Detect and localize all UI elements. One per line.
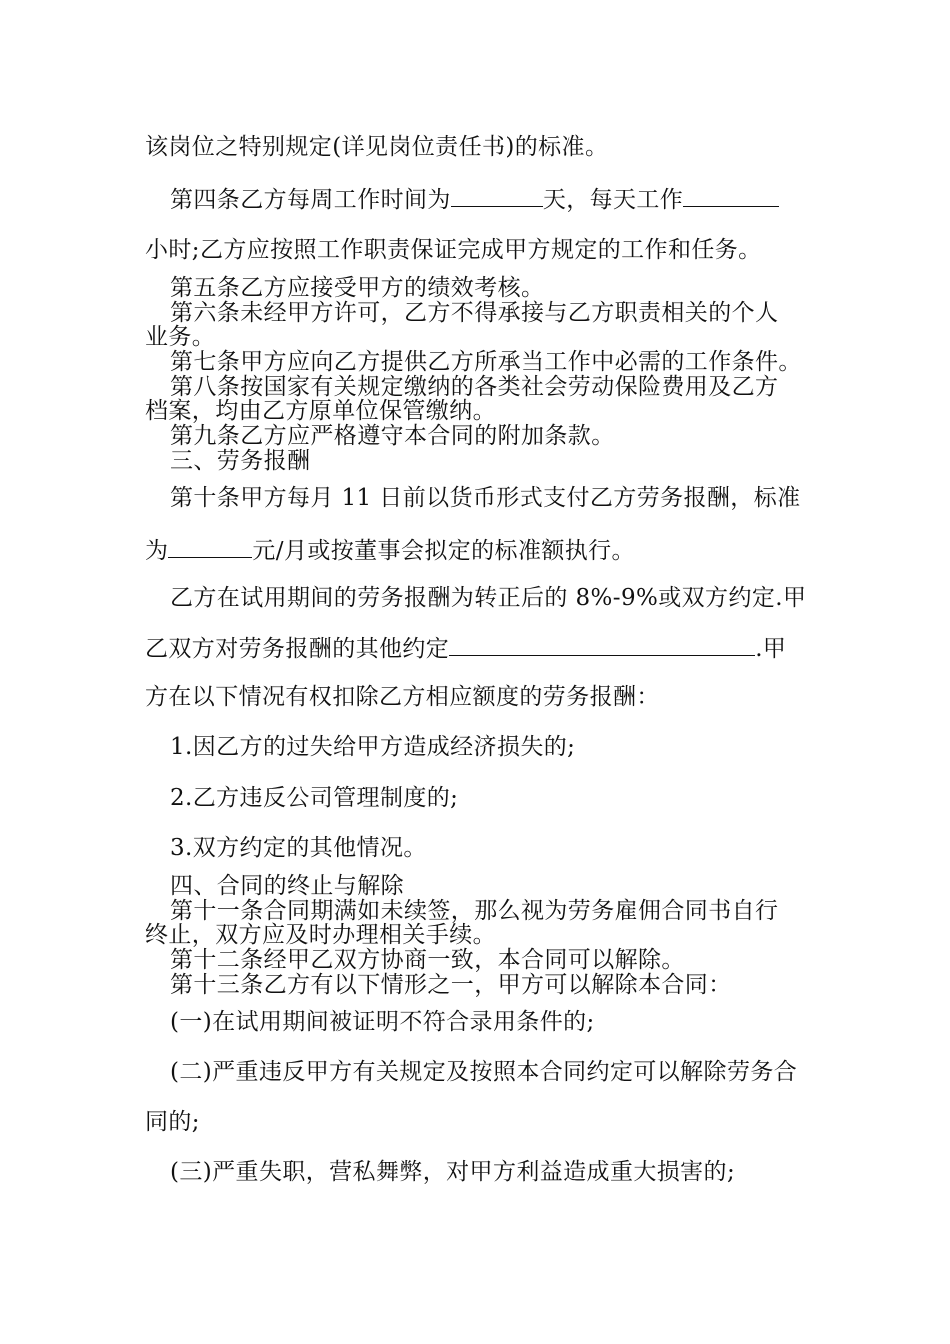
text-line: 第十三条乙方有以下情形之一，甲方可以解除本合同： bbox=[170, 972, 732, 998]
text-line: 第七条甲方应向乙方提供乙方所承当工作中必需的工作条件。 bbox=[170, 349, 802, 375]
text-line: 第九条乙方应严格遵守本合同的附加条款。 bbox=[170, 423, 615, 449]
text-line: 第十条甲方每月 11 日前以货币形式支付乙方劳务报酬，标准 bbox=[170, 485, 801, 511]
text-line: 乙方在试用期间的劳务报酬为转正后的 8%-9%或双方约定.甲 bbox=[170, 585, 807, 611]
text-fragment: 为 bbox=[145, 538, 169, 564]
text-line-work-days bbox=[170, 184, 815, 214]
text-line: 第十二条经甲乙双方协商一致，本合同可以解除。 bbox=[170, 947, 685, 973]
text-line-other-agreement bbox=[145, 633, 815, 663]
text-line: 第十一条合同期满如未续签，那么视为劳务雇佣合同书自行 bbox=[170, 898, 779, 924]
list-item: 2.乙方违反公司管理制度的; bbox=[170, 785, 459, 811]
text-fragment: 元/月或按董事会拟定的标准额执行。 bbox=[252, 538, 635, 564]
text-line: 方在以下情况有权扣除乙方相应额度的劳务报酬： bbox=[145, 684, 660, 710]
text-fragment: 天，每天工作 bbox=[542, 187, 684, 213]
text-fragment: 第四条乙方每周工作时间为 bbox=[170, 187, 451, 213]
text-line: 第六条未经甲方许可，乙方不得承接与乙方职责相关的个人 bbox=[170, 300, 779, 326]
fill-in-blank-salary bbox=[168, 535, 252, 558]
list-item: (一)在试用期间被证明不符合录用条件的; bbox=[170, 1009, 595, 1035]
text-line-salary bbox=[145, 535, 815, 565]
text-line: 同的; bbox=[145, 1109, 200, 1135]
text-line: 档案，均由乙方原单位保管缴纳。 bbox=[145, 398, 496, 424]
section-heading: 三、劳务报酬 bbox=[170, 448, 311, 474]
fill-in-blank-days bbox=[451, 184, 543, 207]
text-fragment: 乙双方对劳务报酬的其他约定 bbox=[145, 636, 450, 662]
list-item: (二)严重违反甲方有关规定及按照本合同约定可以解除劳务合 bbox=[170, 1059, 798, 1085]
text-line: 该岗位之特别规定(详见岗位责任书)的标准。 bbox=[145, 134, 609, 160]
list-item: (三)严重失职，营私舞弊，对甲方利益造成重大损害的; bbox=[170, 1159, 736, 1185]
fill-in-blank-agreement bbox=[449, 633, 755, 656]
text-line: 第八条按国家有关规定缴纳的各类社会劳动保险费用及乙方 bbox=[170, 374, 779, 400]
text-line: 终止，双方应及时办理相关手续。 bbox=[145, 922, 496, 948]
text-line: 第五条乙方应接受甲方的绩效考核。 bbox=[170, 275, 545, 301]
section-heading: 四、合同的终止与解除 bbox=[170, 873, 404, 899]
text-line: 业务。 bbox=[145, 324, 216, 350]
fill-in-blank-hours bbox=[683, 184, 779, 207]
text-line: 小时;乙方应按照工作职责保证完成甲方规定的工作和任务。 bbox=[145, 237, 762, 263]
list-item: 1.因乙方的过失给甲方造成经济损失的; bbox=[170, 734, 576, 760]
text-fragment: .甲 bbox=[755, 636, 787, 662]
list-item: 3.双方约定的其他情况。 bbox=[170, 835, 427, 861]
